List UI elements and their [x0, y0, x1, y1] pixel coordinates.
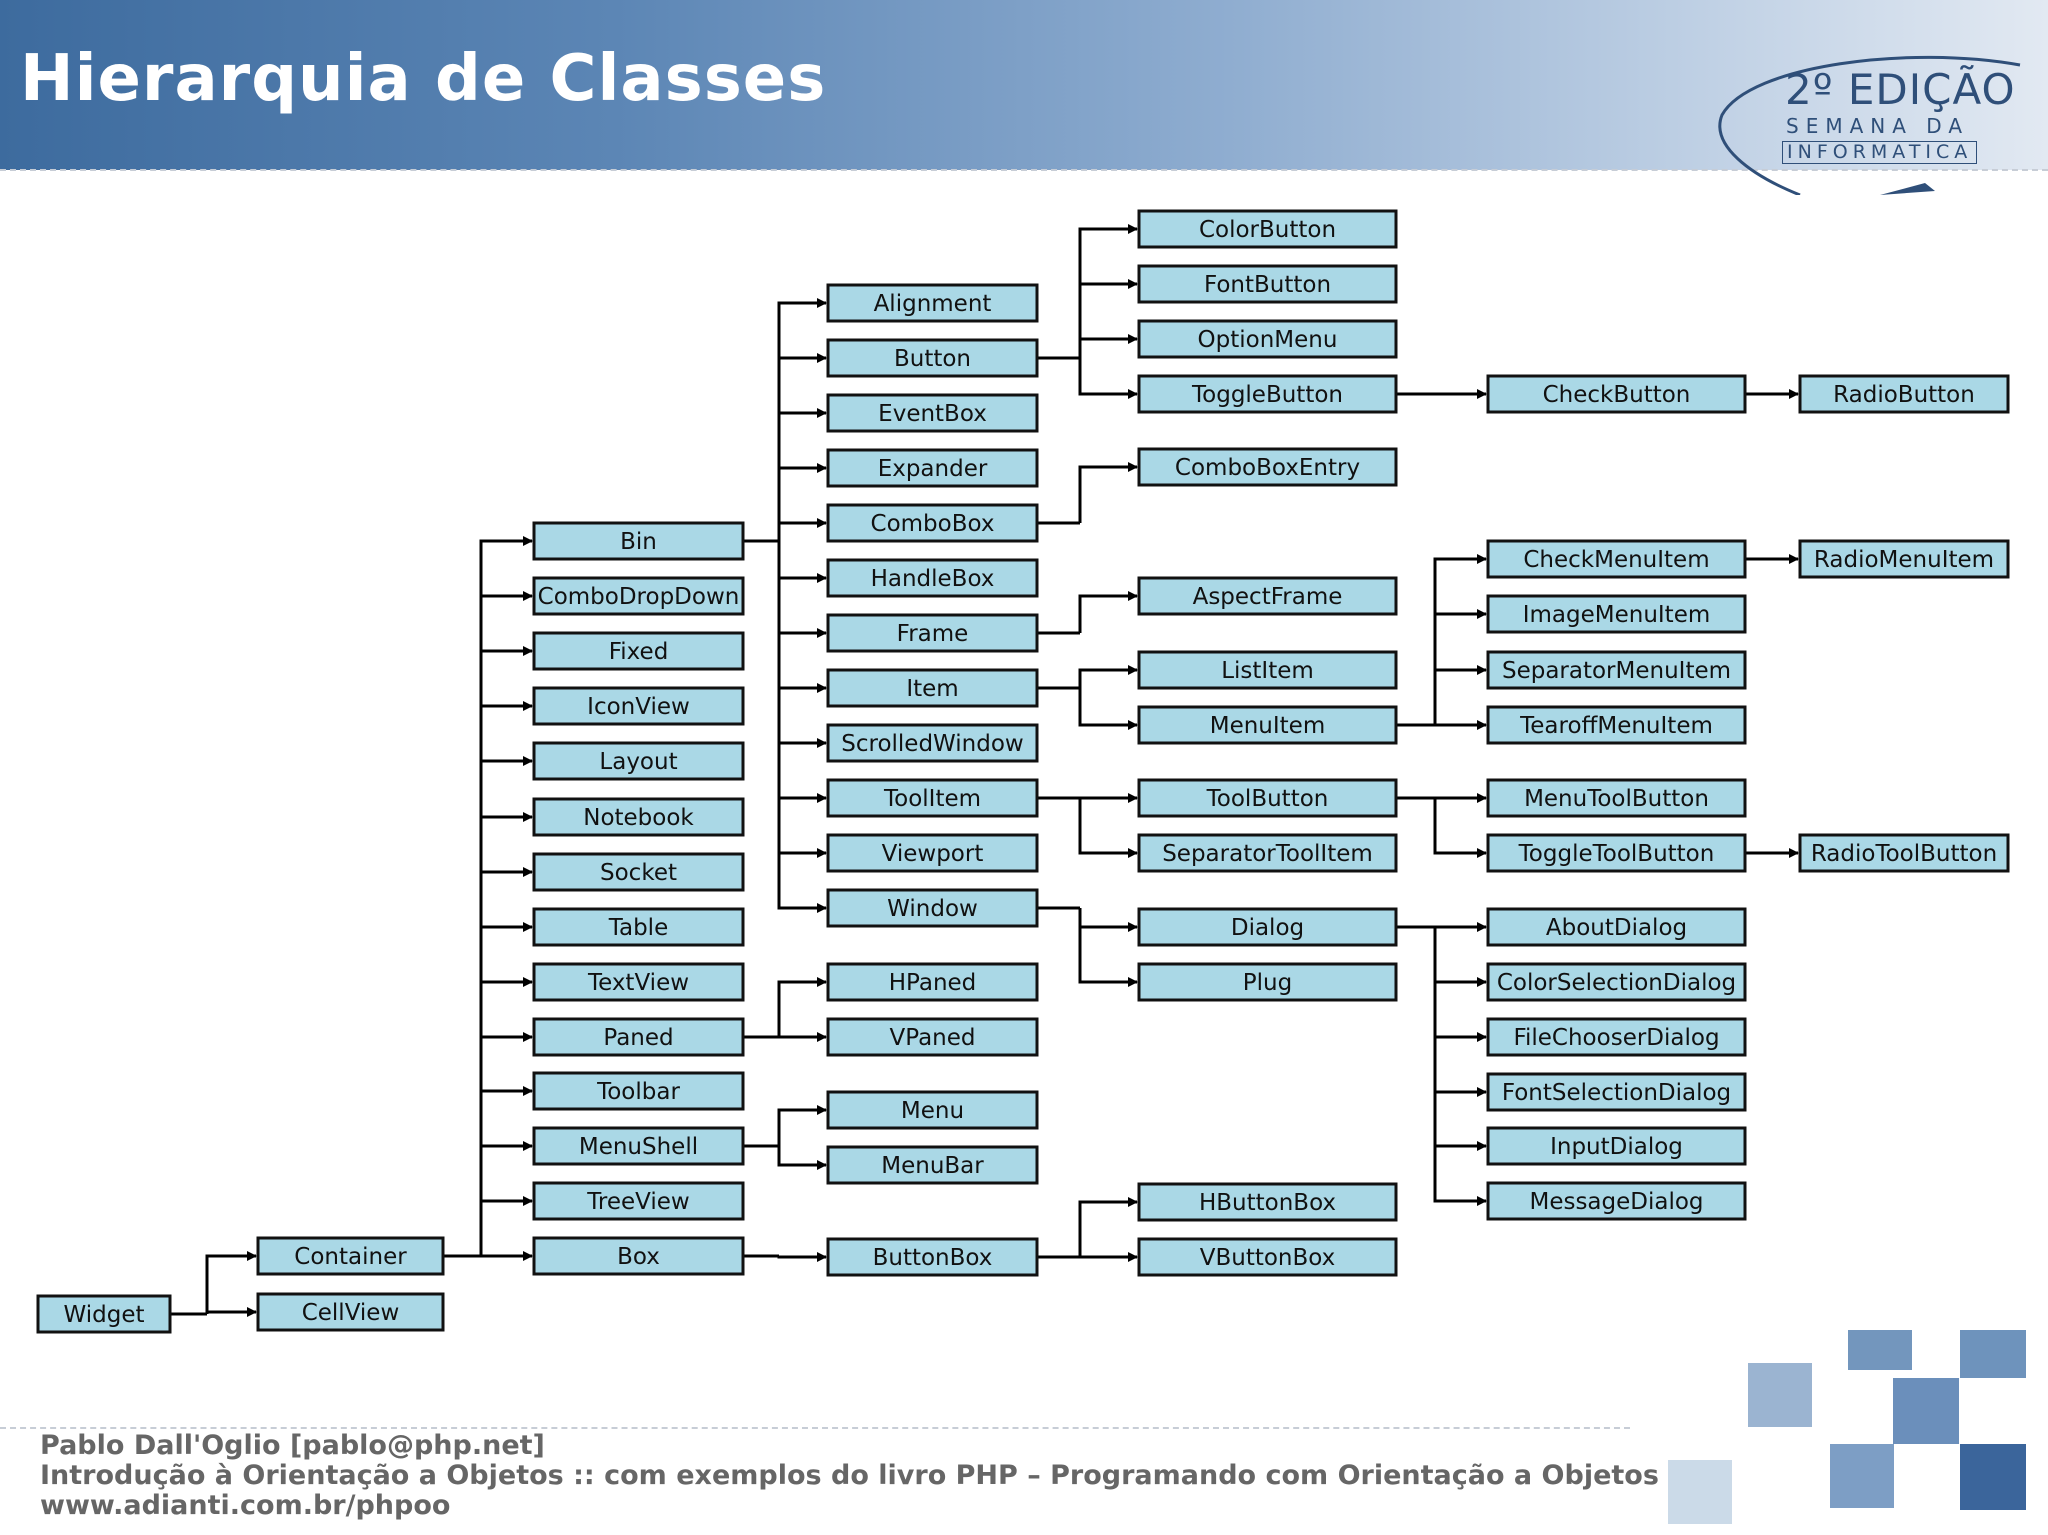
class-label: CheckButton	[1542, 382, 1691, 408]
class-node-combo-drop-down	[534, 578, 743, 614]
class-node-button	[828, 340, 1037, 376]
class-label: FontSelectionDialog	[1501, 1080, 1732, 1106]
inheritance-arrow-separator-tool-item	[1080, 798, 1137, 853]
class-label: EventBox	[878, 401, 987, 427]
class-node-tearoff-menu-item	[1488, 707, 1745, 743]
class-node-toggle-button	[1139, 376, 1396, 412]
class-label: RadioButton	[1833, 382, 1975, 408]
class-label: ComboBoxEntry	[1174, 455, 1361, 481]
class-node-fixed	[534, 633, 743, 669]
inheritance-arrow-scrolled-window	[779, 541, 826, 743]
class-label: Plug	[1242, 970, 1293, 996]
class-label: TreeView	[587, 1189, 690, 1215]
class-node-scrolled-window	[828, 725, 1037, 761]
inheritance-arrow-menu-bar	[779, 1146, 826, 1165]
class-label: CellView	[301, 1300, 400, 1326]
decor-square	[1668, 1460, 1732, 1524]
class-node-option-menu	[1139, 321, 1396, 357]
class-node-font-selection-dialog	[1488, 1074, 1745, 1110]
class-node-menu-item	[1139, 707, 1396, 743]
class-label: Expander	[877, 456, 988, 482]
class-label: AspectFrame	[1192, 584, 1343, 610]
inheritance-arrow-separator-menu-item	[1435, 670, 1486, 725]
class-label: ListItem	[1221, 658, 1314, 684]
class-label: RadioToolButton	[1810, 841, 1998, 867]
inheritance-arrow-button	[779, 358, 826, 541]
class-node-viewport	[828, 835, 1037, 871]
class-node-widget	[38, 1296, 170, 1332]
class-label: OptionMenu	[1197, 327, 1338, 353]
class-label: Container	[294, 1244, 407, 1270]
decor-square	[1748, 1363, 1812, 1427]
class-node-menu-bar	[828, 1147, 1037, 1183]
class-label: Viewport	[881, 841, 984, 867]
decor-square	[1960, 1330, 2026, 1378]
class-label: Paned	[603, 1025, 674, 1051]
class-node-separator-menu-item	[1488, 652, 1745, 688]
class-label: ToggleToolButton	[1518, 841, 1715, 867]
class-label: ToolButton	[1206, 786, 1329, 812]
class-label: Item	[906, 676, 959, 702]
class-label: Bin	[620, 529, 657, 555]
class-label: VPaned	[889, 1025, 976, 1051]
class-node-item	[828, 670, 1037, 706]
inheritance-arrow-alignment	[779, 303, 826, 541]
footer-url: www.adianti.com.br/phpoo	[40, 1490, 451, 1521]
class-node-text-view	[534, 964, 743, 1000]
inheritance-arrow-text-view	[481, 982, 532, 1256]
class-label: ComboDropDown	[537, 584, 740, 610]
class-node-v-paned	[828, 1019, 1037, 1055]
inheritance-arrow-button-box	[779, 1256, 826, 1257]
class-node-aspect-frame	[1139, 578, 1396, 614]
class-label: IconView	[587, 694, 690, 720]
class-label: Widget	[63, 1302, 145, 1328]
class-node-box	[534, 1238, 743, 1274]
class-label: Socket	[600, 860, 677, 886]
inheritance-arrow-tree-view	[481, 1201, 532, 1256]
inheritance-arrow-expander	[779, 468, 826, 541]
class-node-menu	[828, 1092, 1037, 1128]
class-label: ColorButton	[1198, 217, 1337, 243]
class-node-cell-view	[258, 1294, 443, 1330]
class-node-window	[828, 890, 1037, 926]
class-label: MenuToolButton	[1524, 786, 1709, 812]
class-node-menu-shell	[534, 1128, 743, 1164]
inheritance-arrow-item	[779, 541, 826, 688]
class-node-check-menu-item	[1488, 541, 1745, 577]
class-label: MenuItem	[1209, 713, 1326, 739]
class-label: Toolbar	[597, 1079, 680, 1105]
class-node-combo-box	[828, 505, 1037, 541]
inheritance-arrow-cell-view	[207, 1312, 256, 1314]
class-label: ImageMenuItem	[1522, 602, 1711, 628]
class-node-tool-item	[828, 780, 1037, 816]
class-label: SeparatorToolItem	[1162, 841, 1373, 867]
inheritance-arrow-handle-box	[779, 541, 826, 578]
class-node-color-button	[1139, 211, 1396, 247]
class-node-table	[534, 909, 743, 945]
class-node-notebook	[534, 799, 743, 835]
class-node-radio-tool-button	[1800, 835, 2008, 871]
class-node-bin	[534, 523, 743, 559]
class-node-menu-tool-button	[1488, 780, 1745, 816]
class-node-h-paned	[828, 964, 1037, 1000]
class-label: Menu	[900, 1098, 965, 1124]
logo-edition: 2º EDIÇÃO	[1785, 65, 2016, 114]
inheritance-arrow-bin	[481, 541, 532, 1256]
class-node-file-chooser-dialog	[1488, 1019, 1745, 1055]
inheritance-arrow-viewport	[779, 541, 826, 853]
class-node-paned	[534, 1019, 743, 1055]
inheritance-arrow-frame	[779, 541, 826, 633]
class-node-separator-tool-item	[1139, 835, 1396, 871]
decor-square	[1830, 1444, 1894, 1508]
inheritance-arrow-check-menu-item	[1435, 559, 1486, 725]
class-node-alignment	[828, 285, 1037, 321]
class-label: MenuBar	[881, 1153, 984, 1179]
class-label: MessageDialog	[1529, 1189, 1704, 1215]
class-label: Button	[893, 346, 972, 372]
class-node-list-item	[1139, 652, 1396, 688]
class-label: ColorSelectionDialog	[1496, 970, 1737, 996]
class-node-input-dialog	[1488, 1128, 1745, 1164]
class-node-radio-button	[1800, 376, 2008, 412]
class-node-icon-view	[534, 688, 743, 724]
class-label: AboutDialog	[1545, 915, 1688, 941]
inheritance-arrow-layout	[481, 761, 532, 1256]
logo-line1: SEMANA DA	[1786, 114, 1969, 138]
class-node-frame	[828, 615, 1037, 651]
class-label: Frame	[896, 621, 969, 647]
class-label: FontButton	[1203, 272, 1332, 298]
class-node-container	[258, 1238, 443, 1274]
footer-divider	[0, 1427, 1630, 1429]
class-node-expander	[828, 450, 1037, 486]
inheritance-arrow-font-selection-dialog	[1435, 927, 1486, 1092]
inheritance-arrow-h-paned	[779, 982, 826, 1037]
logo-line2: INFORMATICA	[1782, 141, 1977, 164]
class-node-toggle-tool-button	[1488, 835, 1745, 871]
class-label: VButtonBox	[1199, 1245, 1336, 1271]
class-node-socket	[534, 854, 743, 890]
class-node-plug	[1139, 964, 1396, 1000]
class-node-about-dialog	[1488, 909, 1745, 945]
class-node-dialog	[1139, 909, 1396, 945]
class-label: ToolItem	[883, 786, 982, 812]
class-label: HandleBox	[870, 566, 995, 592]
class-label: HPaned	[888, 970, 977, 996]
class-label: CheckMenuItem	[1523, 547, 1710, 573]
inheritance-arrow-toggle-button	[1080, 358, 1137, 394]
inheritance-arrow-menu-item	[1080, 688, 1137, 725]
inheritance-arrow-option-menu	[1080, 339, 1137, 358]
class-label: ComboBox	[870, 511, 995, 537]
inheritance-arrow-list-item	[1080, 670, 1137, 688]
class-node-button-box	[828, 1239, 1037, 1275]
class-node-layout	[534, 743, 743, 779]
class-label: Fixed	[608, 639, 669, 665]
class-label: InputDialog	[1550, 1134, 1683, 1160]
class-label: SeparatorMenuItem	[1501, 658, 1732, 684]
class-node-radio-menu-item	[1800, 541, 2008, 577]
inheritance-arrow-message-dialog	[1435, 927, 1486, 1201]
footer-author: Pablo Dall'Oglio [pablo@php.net]	[40, 1430, 545, 1461]
slide-title: Hierarquia de Classes	[20, 42, 827, 116]
class-label: Dialog	[1230, 915, 1305, 941]
inheritance-arrow-menu	[779, 1110, 826, 1146]
inheritance-arrow-fixed	[481, 651, 532, 1256]
class-node-combo-box-entry	[1139, 449, 1396, 485]
class-node-tool-button	[1139, 780, 1396, 816]
inheritance-arrow-plug	[1080, 908, 1137, 982]
inheritance-arrow-tool-item	[779, 541, 826, 798]
inheritance-arrow-container	[207, 1256, 256, 1314]
inheritance-arrow-aspect-frame	[1080, 596, 1137, 633]
class-label: ScrolledWindow	[841, 731, 1024, 757]
class-node-toolbar	[534, 1073, 743, 1109]
inheritance-arrow-toolbar	[481, 1091, 532, 1256]
class-label: Notebook	[583, 805, 694, 831]
class-label: HButtonBox	[1198, 1190, 1337, 1216]
class-node-image-menu-item	[1488, 596, 1745, 632]
class-label: Layout	[599, 749, 678, 775]
class-node-v-button-box	[1139, 1239, 1396, 1275]
decor-square	[1848, 1330, 1912, 1370]
decor-square	[1960, 1444, 2026, 1510]
inheritance-arrow-h-button-box	[1080, 1202, 1137, 1257]
inheritance-arrow-dialog	[1080, 908, 1137, 927]
class-label: TextView	[587, 970, 690, 996]
inheritance-arrow-toggle-tool-button	[1435, 798, 1486, 853]
class-node-event-box	[828, 395, 1037, 431]
class-node-message-dialog	[1488, 1183, 1745, 1219]
class-node-color-selection-dialog	[1488, 964, 1745, 1000]
class-label: TearoffMenuItem	[1520, 713, 1713, 739]
class-node-tree-view	[534, 1183, 743, 1219]
class-label: Window	[887, 896, 978, 922]
class-node-h-button-box	[1139, 1184, 1396, 1220]
class-node-handle-box	[828, 560, 1037, 596]
class-label: RadioMenuItem	[1813, 547, 1995, 573]
class-label: Table	[608, 915, 669, 941]
class-label: FileChooserDialog	[1513, 1025, 1720, 1051]
inheritance-arrow-combo-box-entry	[1080, 467, 1137, 523]
class-node-check-button	[1488, 376, 1745, 412]
footer-subtitle: Introdução à Orientação a Objetos :: com exemplos do livro PHP – Programando com Orientação a Objetos	[40, 1460, 1659, 1491]
class-label: Alignment	[873, 291, 992, 317]
class-label: ButtonBox	[872, 1245, 993, 1271]
inheritance-arrow-color-selection-dialog	[1435, 927, 1486, 982]
class-label: Box	[617, 1244, 660, 1270]
class-label: MenuShell	[578, 1134, 699, 1160]
inheritance-arrow-socket	[481, 872, 532, 1256]
inheritance-arrow-font-button	[1080, 284, 1137, 358]
decor-square	[1893, 1378, 1959, 1444]
inheritance-arrow-combo-box	[779, 523, 826, 541]
class-node-font-button	[1139, 266, 1396, 302]
class-label: ToggleButton	[1192, 382, 1343, 408]
